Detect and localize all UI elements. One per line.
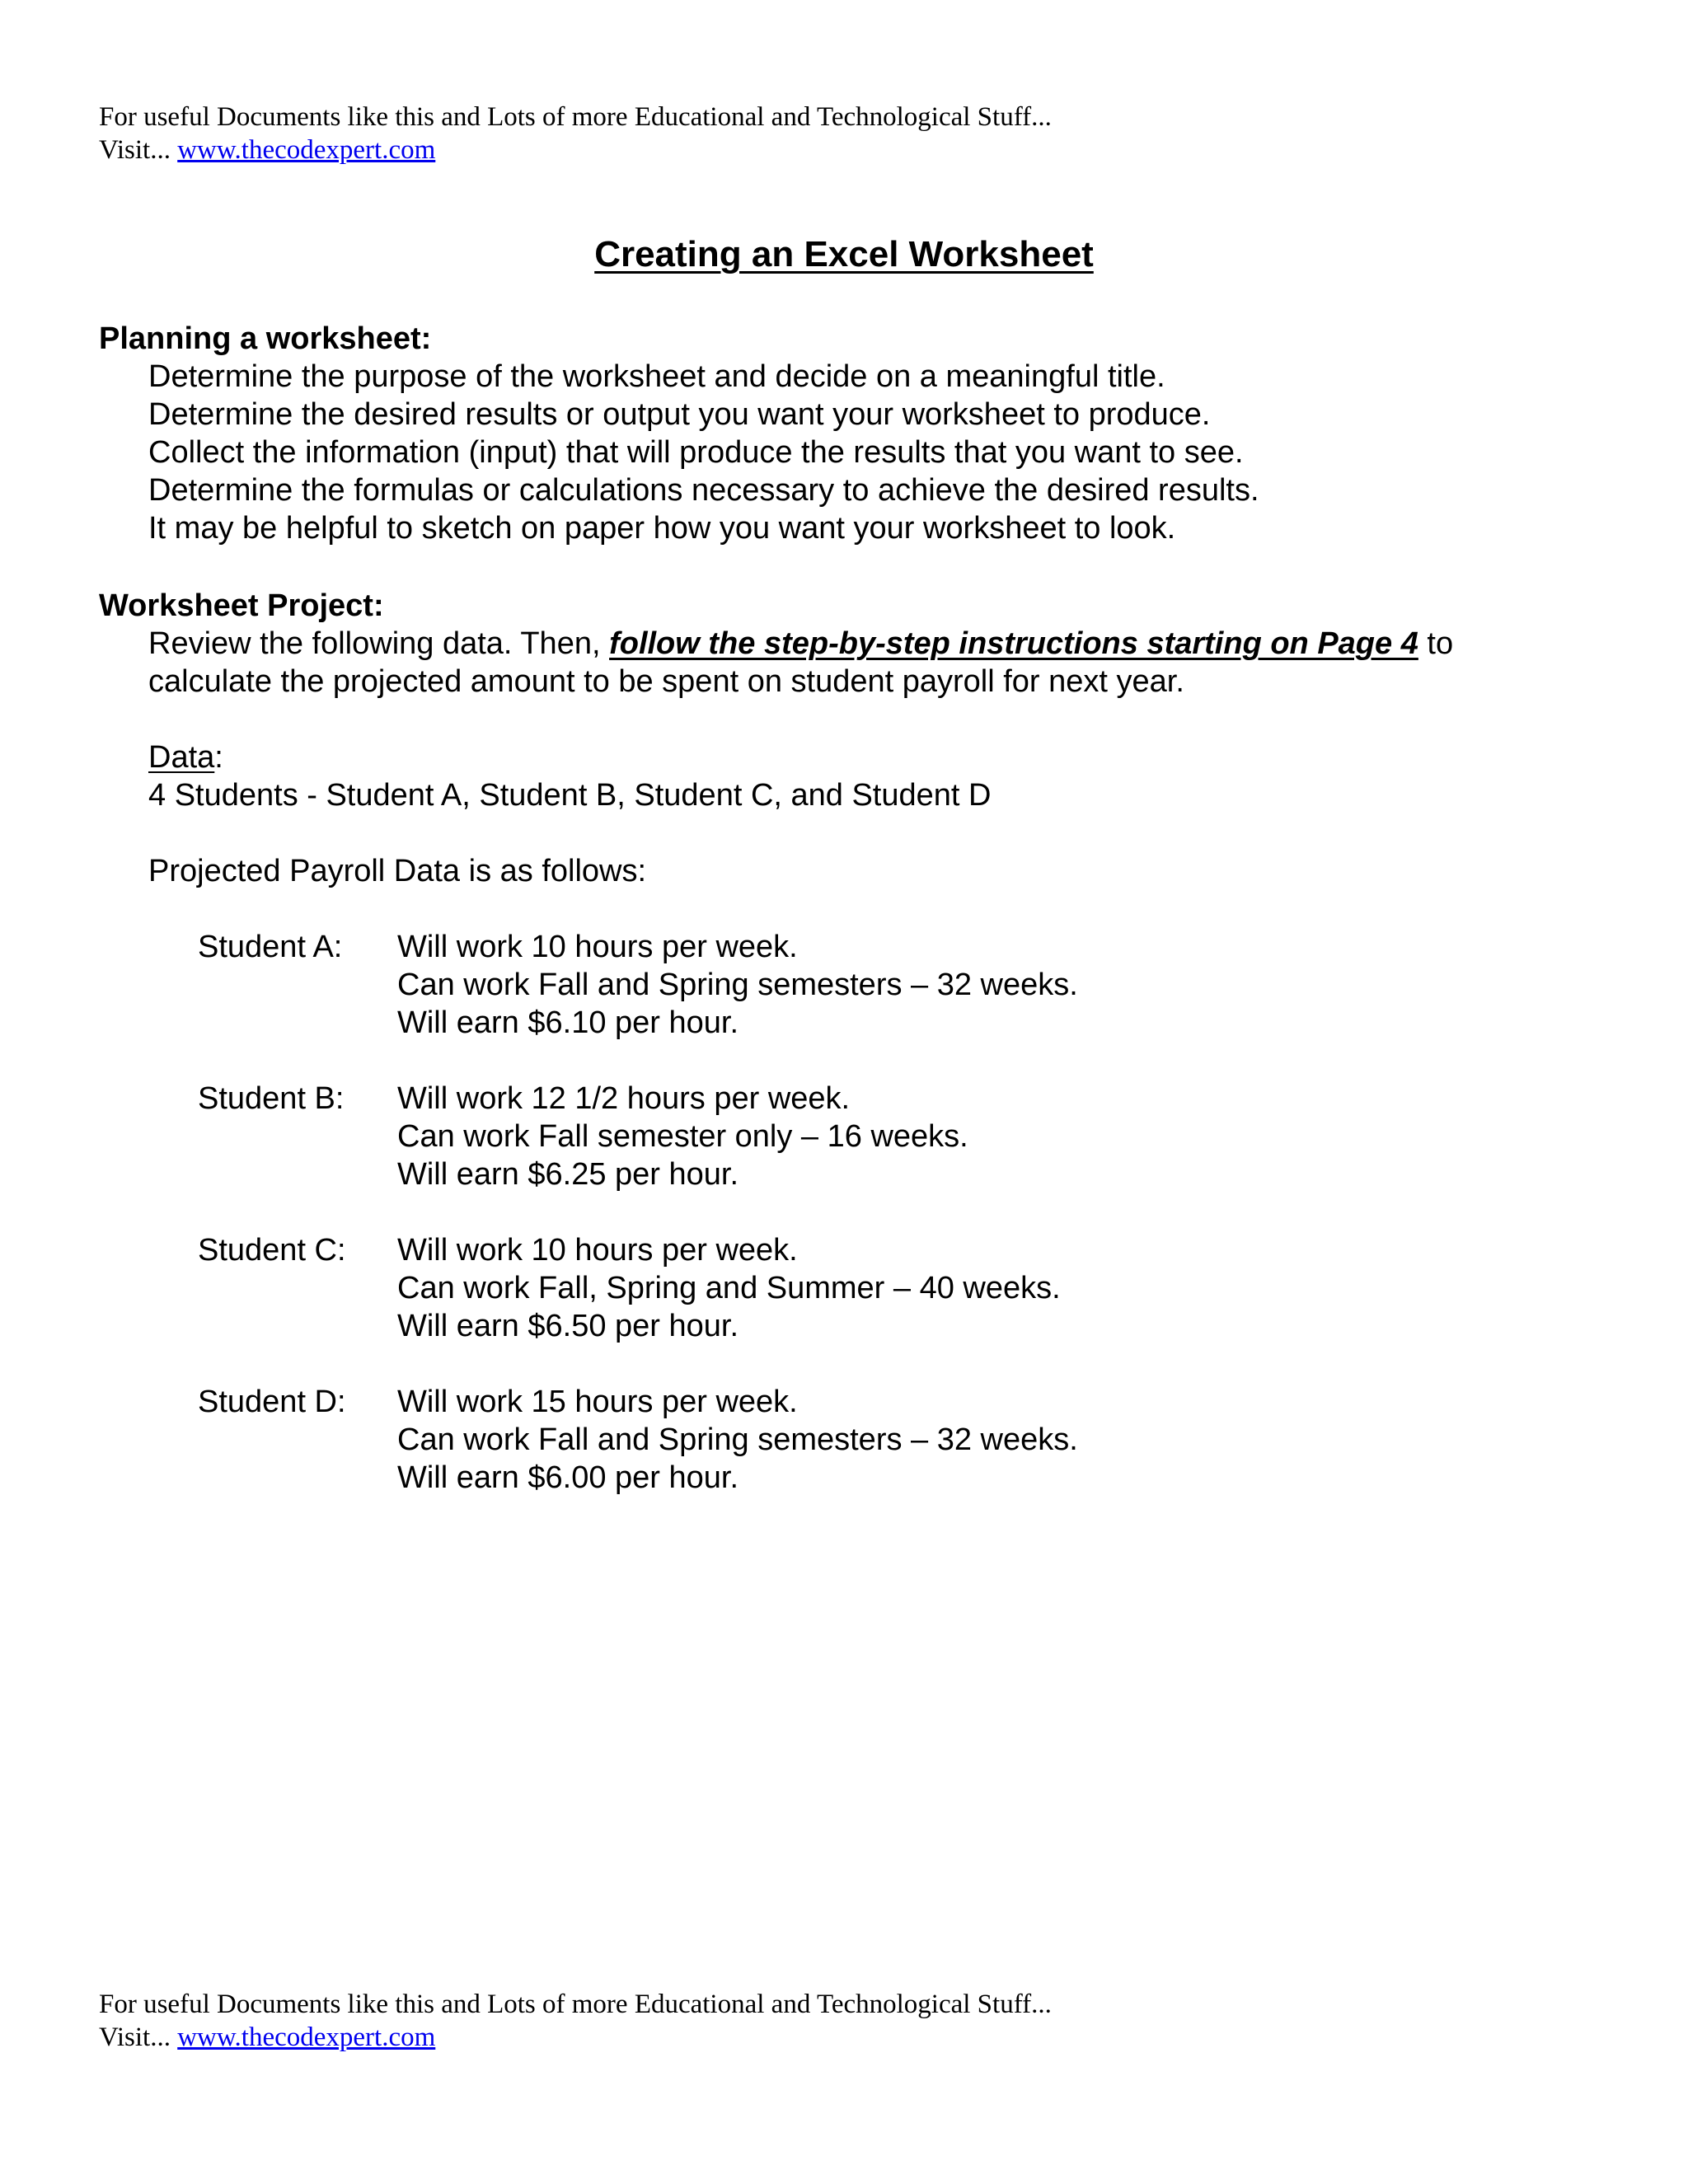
header-site-link[interactable]: www.thecodexpert.com [177, 135, 436, 165]
data-label-line [148, 738, 223, 776]
project-instructions-line-2: calculate the projected amount to be spent on student payroll for next year. [148, 664, 1184, 699]
student-detail: Will work 10 hours per week. [397, 930, 798, 964]
student-detail: Will earn $6.10 per hour. [397, 1005, 739, 1040]
student-detail: Can work Fall, Spring and Summer – 40 weeks. [397, 1271, 1061, 1305]
planning-item: Collect the information (input) that will produce the results that you want to see. [148, 435, 1244, 470]
student-detail: Can work Fall and Spring semesters – 32 weeks. [397, 1422, 1078, 1457]
data-colon: : [214, 740, 223, 775]
instructions-emphasis: follow the step-by-step instructions starting on Page 4 [609, 626, 1418, 661]
data-label: Data [148, 740, 215, 775]
project-heading: Worksheet Project: [99, 588, 384, 623]
header-visit-line [99, 134, 435, 166]
project-instructions-line [148, 625, 1453, 663]
student-detail: Can work Fall and Spring semesters – 32 weeks. [397, 968, 1078, 1002]
student-label: Student C: [198, 1233, 346, 1268]
student-detail: Will work 12 1/2 hours per week. [397, 1081, 851, 1116]
footer-visit-line [99, 2021, 435, 2054]
student-label: Student B: [198, 1081, 345, 1116]
project-line-suffix: to [1418, 626, 1454, 661]
student-label: Student A: [198, 930, 343, 964]
student-label: Student D: [198, 1385, 346, 1419]
students-line: 4 Students - Student A, Student B, Student C, and Student D [148, 778, 992, 813]
planning-item: Determine the desired results or output you want your worksheet to produce. [148, 397, 1211, 432]
student-detail: Can work Fall semester only – 16 weeks. [397, 1119, 968, 1154]
student-detail: Will earn $6.50 per hour. [397, 1309, 739, 1343]
page-title: Creating an Excel Worksheet [594, 234, 1094, 274]
student-detail: Will earn $6.00 per hour. [397, 1460, 739, 1495]
planning-item: Determine the formulas or calculations necessary to achieve the desired results. [148, 473, 1259, 508]
header-visit-prefix: Visit... [99, 135, 178, 165]
project-line-prefix: Review the following data. Then, [148, 626, 610, 661]
student-detail: Will work 15 hours per week. [397, 1385, 798, 1419]
student-detail: Will work 10 hours per week. [397, 1233, 798, 1268]
footer-banner-text: For useful Documents like this and Lots of more Educational and Technological Stuff... [99, 1990, 1052, 2019]
student-detail: Will earn $6.25 per hour. [397, 1157, 739, 1192]
footer-visit-prefix: Visit... [99, 2022, 178, 2052]
footer-site-link[interactable]: www.thecodexpert.com [177, 2022, 436, 2052]
header-banner-text: For useful Documents like this and Lots of more Educational and Technological Stuff... [99, 102, 1052, 132]
payroll-intro: Projected Payroll Data is as follows: [148, 854, 647, 888]
planning-item: Determine the purpose of the worksheet and decide on a meaningful title. [148, 359, 1165, 394]
planning-item: It may be helpful to sketch on paper how you want your worksheet to look. [148, 511, 1176, 546]
planning-heading: Planning a worksheet: [99, 321, 432, 356]
